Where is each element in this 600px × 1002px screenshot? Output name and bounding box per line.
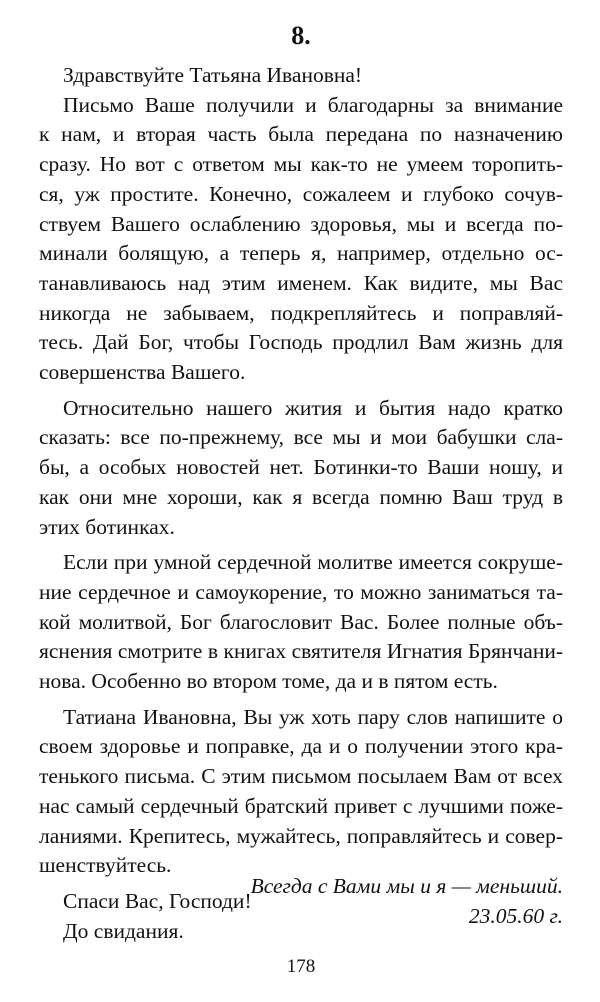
text-line: нас самый сердечный братский привет с лучшими поже- bbox=[39, 793, 563, 818]
closing-blessing: Спаси Вас, Господи! bbox=[63, 888, 252, 913]
closing-farewell: До свидания. bbox=[63, 918, 184, 943]
text-line: этих ботинках. bbox=[39, 514, 175, 539]
paragraph-2 bbox=[39, 394, 563, 543]
text-line: кой молитвой, Бог благословит Вас. Более полные объ- bbox=[39, 609, 563, 634]
page-number: 178 bbox=[286, 956, 316, 977]
text-line: Если при умной сердечной молитве имеется сокруше- bbox=[63, 550, 563, 575]
letter-body bbox=[39, 61, 563, 946]
text-line: танавливаюсь над этим именем. Как видите, мы Вас bbox=[39, 270, 563, 295]
text-line: своем здоровье и поправке, да и о получении этого кра- bbox=[39, 734, 563, 759]
text-line: ланиями. Крепитесь, мужайтесь, поправляйтесь и совер- bbox=[39, 823, 563, 848]
text-line: минали болящую, а теперь я, например, отдельно ос- bbox=[39, 241, 563, 266]
text-line: никогда не забываем, подкрепляйтесь и поправляй- bbox=[39, 300, 563, 325]
text-line: Письмо Ваше получили и благодарны за внимание bbox=[63, 92, 563, 117]
letter-number-heading: 8. bbox=[291, 21, 311, 50]
book-page bbox=[39, 0, 563, 1002]
text-line: ствуем Вашего ослаблению здоровья, мы и всегда по- bbox=[39, 211, 563, 236]
letter-date: 23.05.60 г. bbox=[468, 904, 563, 928]
text-line: сказать: все по-прежнему, все мы и мои бабушки сла- bbox=[39, 425, 563, 450]
paragraph-3 bbox=[39, 548, 563, 697]
text-line: совершенства Вашего. bbox=[39, 360, 246, 385]
text-line: Относительно нашего жития и бытия надо кратко bbox=[63, 395, 563, 420]
text-line: Татиана Ивановна, Вы уж хоть пару слов напишите о bbox=[63, 704, 563, 729]
signature-line: Всегда с Вами мы и я — меньший. bbox=[250, 874, 563, 898]
text-line: сразу. Но вот с ответом мы как-то не умеем торопить- bbox=[39, 152, 563, 177]
text-line: к нам, и вторая часть была передана по назначению bbox=[39, 122, 563, 147]
text-line: ся, уж простите. Конечно, сожалеем и глубоко сочув- bbox=[39, 181, 563, 206]
paragraph-1 bbox=[39, 91, 563, 388]
text-line: ние сердечное и самоукорение, то можно заниматься та- bbox=[39, 579, 563, 604]
paragraph-4 bbox=[39, 703, 563, 881]
signature-block bbox=[39, 871, 563, 931]
text-line: яснения смотрите в книгах святителя Игнатия Брянчани- bbox=[39, 639, 563, 664]
text-line: шенствуйтесь. bbox=[39, 853, 172, 878]
text-line: нова. Особенно во втором томе, да и в пятом есть. bbox=[39, 669, 498, 694]
text-line: тенького письма. С этим письмом посылаем Вам от всех bbox=[39, 764, 563, 789]
text-line: тесь. Дай Бог, чтобы Господь продлил Вам жизнь для bbox=[39, 330, 563, 355]
text-line: бы, а особых новостей нет. Ботинки-то Ваши ношу, и bbox=[39, 455, 563, 480]
greeting: Здравствуйте Татьяна Ивановна! bbox=[63, 63, 363, 87]
text-line: как они мне хороши, как я всегда помню Ваш труд в bbox=[39, 484, 563, 509]
